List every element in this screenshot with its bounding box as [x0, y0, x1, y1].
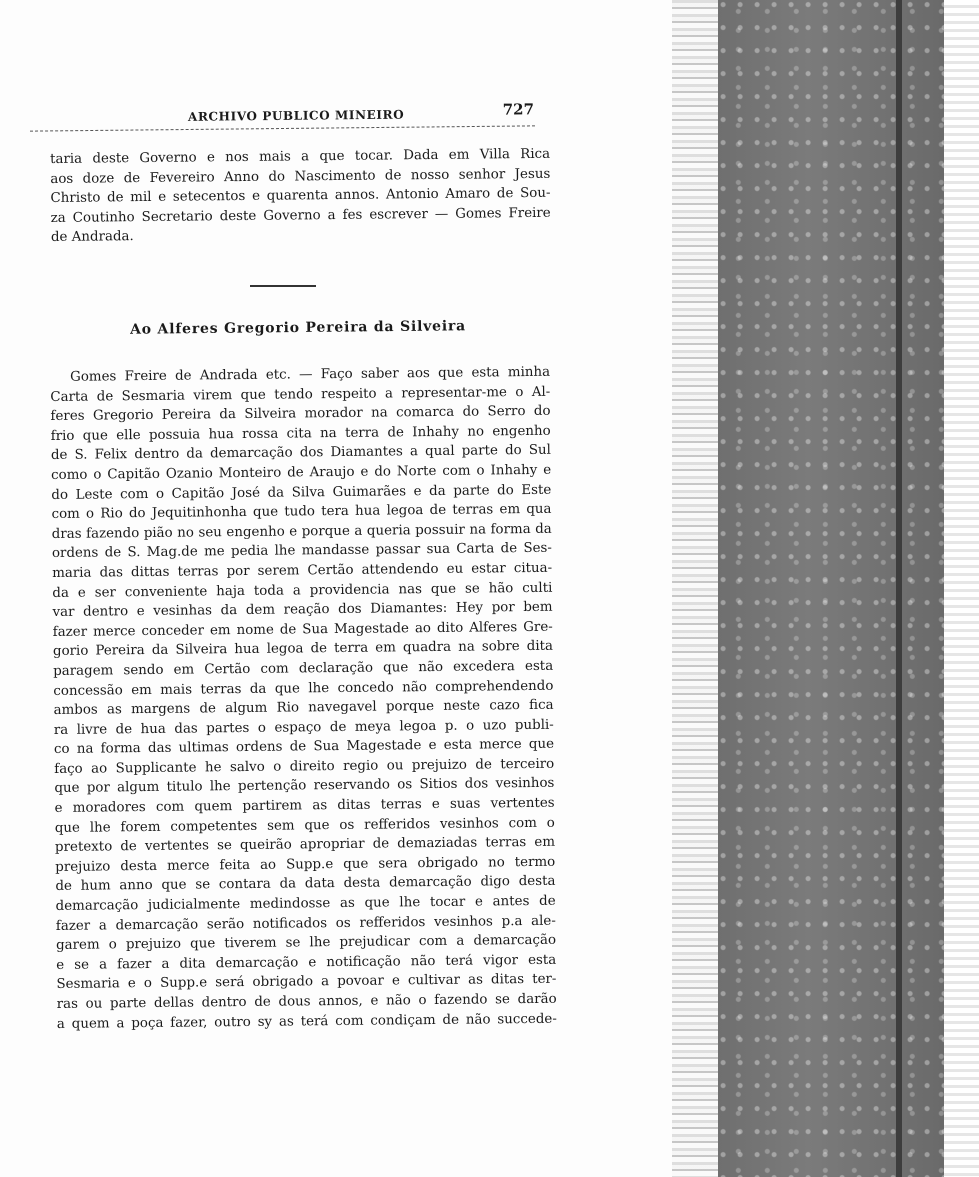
text-line: za Coutinho Secretario deste Governo a fes escrever — Gomes Freire — [50, 205, 551, 226]
text-line: prejuizo desta merce feita ao Supp.e que sera obrigado no termo — [55, 854, 556, 875]
text-line: pretexto de vertentes se queirão apropriar de demaziadas terras em — [54, 834, 556, 856]
text-line: de S. Felix dentro da demarcação dos Diamantes a qual parte do Sul — [50, 443, 551, 464]
text-line: que por algum titulo lhe pertenção reservando os Sitios dos vesinhos — [54, 776, 555, 797]
text-line: ras ou parte dellas dentro de dous annos, e não o fazendo se darão — [56, 991, 557, 1012]
spine-edge — [944, 0, 979, 1177]
text-line: paragem sendo em Certão com declaração que não excedera esta — [53, 658, 554, 679]
text-line: de Andrada. — [50, 229, 134, 246]
book-spine — [718, 0, 944, 1177]
text-line: de hum anno que se contara da data desta demarcação digo desta — [55, 874, 556, 895]
running-title: ARCHIVO PUBLICO MINEIRO — [187, 107, 405, 124]
page-edge-shadow — [672, 0, 722, 1177]
text-line: garem o prejuizo que tiverem se lhe prejudicar com a demarcação — [55, 932, 557, 954]
text-line: dras fazendo pião no seu engenho e porque a queria possuir na forma da — [51, 521, 552, 542]
text-line: Sesmaria e o Supp.e será obrigado a povoar e cultivar as ditas ter- — [56, 972, 557, 993]
text-line: da e ser conveniente haja toda a providencia nas que se hão culti — [52, 580, 553, 601]
text-line: demarcação judicialmente medindosse as que lhe tocar e antes de — [55, 893, 556, 915]
paragraph-2 — [50, 363, 557, 1034]
text-line: do Leste com o Capitão José da Silva Guimarães e da parte do Este — [51, 482, 552, 503]
text-line: gorio Pereira da Silveira hua legoa de terra em quadra na sobre dita — [52, 639, 554, 660]
paragraph-1 — [50, 145, 551, 248]
text-line: Christo de mil e setecentos e quarenta annos. Antonio Amaro de Sou- — [50, 185, 551, 207]
text-line: e se a fazer a dita demarcação e notificação não terá vigor esta — [56, 952, 557, 973]
text-line: como o Capitão Ozanio Monteiro de Araujo e do Norte com o Inhahy e — [51, 462, 552, 483]
text-line: concessão em mais terras da que lhe concedo não comprehendendo — [53, 678, 554, 699]
text-line: taria deste Governo e nos mais a que tocar. Dada em Villa Rica — [50, 146, 551, 167]
text-line: e moradores com quem partirem as ditas terras e suas vertentes — [54, 795, 555, 817]
section-divider — [250, 285, 316, 288]
text-line: maria das dittas terras por serem Certão attendendo eu estar citua- — [52, 560, 553, 581]
spine-line — [896, 0, 902, 1177]
page-header — [188, 102, 544, 128]
text-line: Gomes Freire de Andrada etc. — Faço saber aos que esta minha — [70, 364, 551, 385]
text-line: frio que elle possuia hua rossa cita na terra de Inhahy no engenho — [50, 423, 551, 444]
text-line: faço ao Supplicante he salvo o direito regio ou prejuizo de terceiro — [54, 756, 555, 777]
text-line: feres Gregorio Pereira da Silveira morador na comarca do Serro do — [50, 403, 551, 425]
text-line: fazer merce conceder em nome de Sua Magestade ao dito Alferes Gre- — [52, 619, 553, 640]
text-line: Carta de Sesmaria virem que tendo respeito a representar-me o Al- — [50, 384, 551, 405]
text-line: ra livre de hua das partes o espaço de meya legoa p. o uzo publi- — [53, 717, 554, 738]
text-line: a quem a poça fazer, outro sy as terá com condiçam de não succede- — [56, 1011, 557, 1032]
section-heading: Ao Alferes Gregorio Pereira da Silveira — [129, 318, 467, 338]
text-line: ambos as margens de algum Rio navegavel porque neste cazo fica — [53, 697, 554, 719]
text-line: ordens de S. Mag.de me pedia lhe mandasse passar sua Carta de Ses- — [51, 541, 552, 562]
text-line: que lhe forem competentes sem que os refferidos vesinhos com o — [54, 815, 555, 836]
text-line: var dentro e vesinhas da dem reação dos Diamantes: Hey por bem — [52, 599, 553, 621]
text-line: aos doze de Fevereiro Anno do Nascimento de nosso senhor Jesus — [50, 166, 551, 187]
text-line: com o Rio do Jequitinhonha que tudo tera hua legoa de terras em qua — [51, 501, 552, 523]
text-line: co na forma das ultimas ordens de Sua Magestade e esta merce que — [53, 737, 555, 758]
page-number: 727 — [502, 100, 535, 119]
text-line: fazer a demarcação serão notificados os refferidos vesinhos p.a ale- — [55, 913, 556, 934]
